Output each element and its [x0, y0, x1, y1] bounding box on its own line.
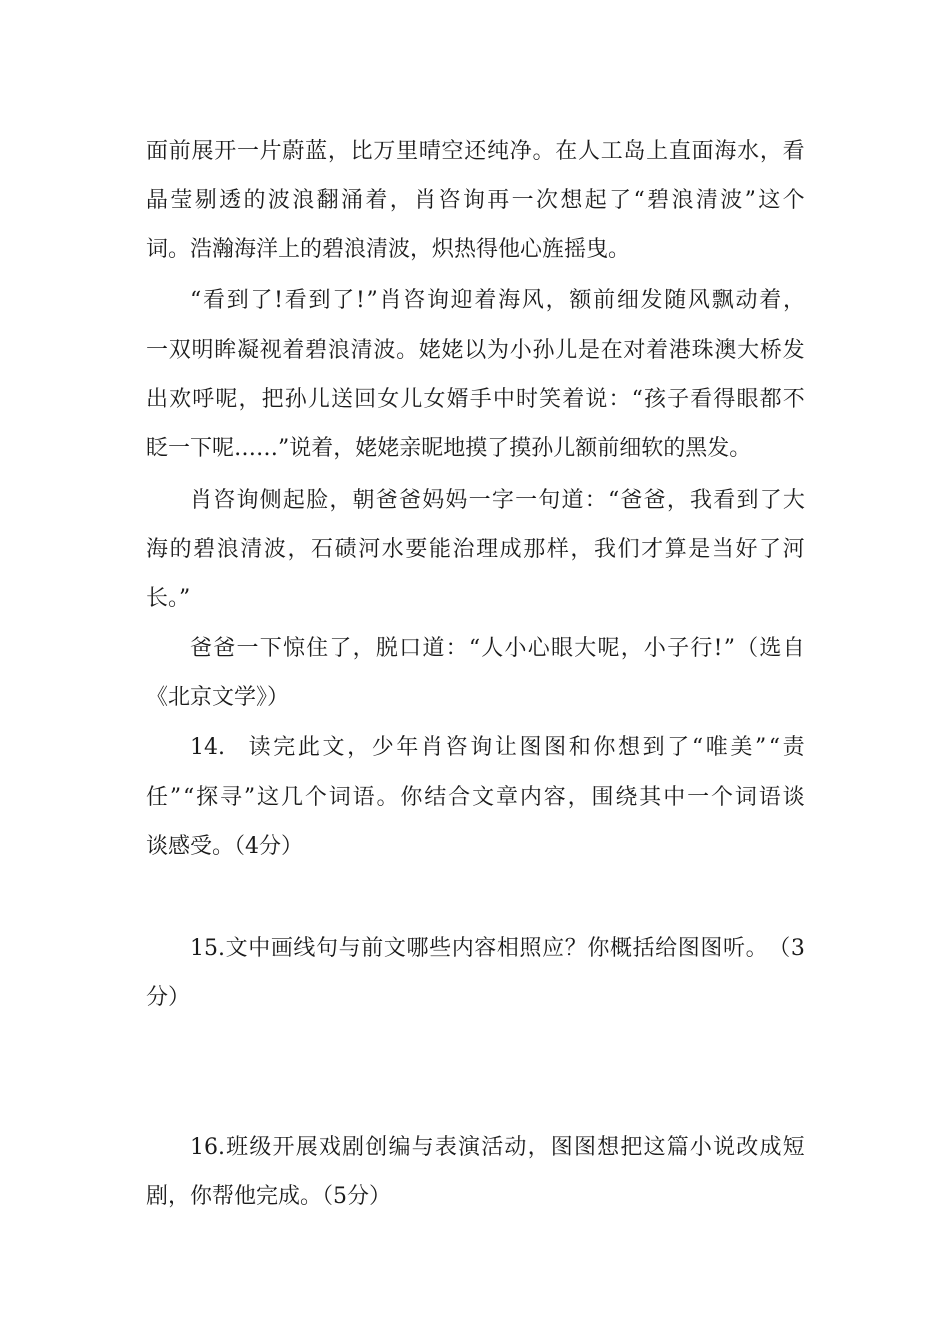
- text-line: 剧，你帮他完成。（5分）: [146, 1184, 391, 1209]
- text-line: 14. 读 完 此 文 ， 少 年 肖 咨 询 让 图 图 和 你 想 到 了 “ 唯 美 ” “ 责: [190, 735, 805, 760]
- text-line: 爸 爸 一 下 惊 住 了 ， 脱 口 道 ： “ 人 小 心 眼 大 呢 ， 小 子 行 ! ” （ 选 自: [190, 636, 805, 661]
- text-line: 长。”: [146, 586, 191, 611]
- text-line: 谈感受。（4分）: [146, 834, 303, 859]
- text-line: 晶 莹 剔 透 的 波 浪 翻 涌 着 ， 肖 咨 询 再 一 次 想 起 了 “ 碧 浪 清 波 ” 这 个: [146, 188, 805, 213]
- text-line: 任 ” “ 探 寻 ” 这 几 个 词 语 。 你 结 合 文 章 内 容 ， 围 绕 其 中 一 个 词 语 谈: [146, 785, 805, 810]
- text-line: 16. 班 级 开 展 戏 剧 创 编 与 表 演 活 动 ， 图 图 想 把 这 篇 小 说 改 成 短: [190, 1135, 805, 1160]
- text-line: 眨一下呢……”说着，姥姥亲昵地摸了摸孙儿额前细软的黑发。: [146, 436, 752, 461]
- text-line: 《北京文学》）: [146, 685, 290, 710]
- text-line: 海 的 碧 浪 清 波 ， 石 碛 河 水 要 能 治 理 成 那 样 ， 我 们 才 算 是 当 好 了 河: [146, 537, 805, 562]
- text-line: “ 看 到 了 ! 看 到 了 ! ” 肖 咨 询 迎 着 海 风 ， 额 前 细 发 随 风 飘 动 着 ，: [190, 288, 805, 313]
- text-line: 一 双 明 眸 凝 视 着 碧 浪 清 波 。 姥 姥 以 为 小 孙 儿 是 在 对 着 港 珠 澳 大 桥 发: [146, 338, 805, 363]
- text-line: 15. 文 中 画 线 句 与 前 文 哪 些 内 容 相 照 应 ？ 你 概 括 给 图 图 听 。 （ 3: [190, 936, 805, 961]
- text-line: 分）: [146, 985, 191, 1010]
- text-line: 肖 咨 询 侧 起 脸 ， 朝 爸 爸 妈 妈 一 字 一 句 道 ： “ 爸 爸 ， 我 看 到 了 大: [190, 488, 805, 513]
- text-line: 面 前 展 开 一 片 蔚 蓝 ， 比 万 里 晴 空 还 纯 净 。 在 人 工 岛 上 直 面 海 水 ， 看: [146, 139, 805, 164]
- text-line: 出 欢 呼 呢 ， 把 孙 儿 送 回 女 儿 女 婿 手 中 时 笑 着 说 ： “ 孩 子 看 得 眼 都 不: [146, 387, 805, 412]
- text-line: 词。浩瀚海洋上的碧浪清波，炽热得他心旌摇曳。: [146, 237, 631, 262]
